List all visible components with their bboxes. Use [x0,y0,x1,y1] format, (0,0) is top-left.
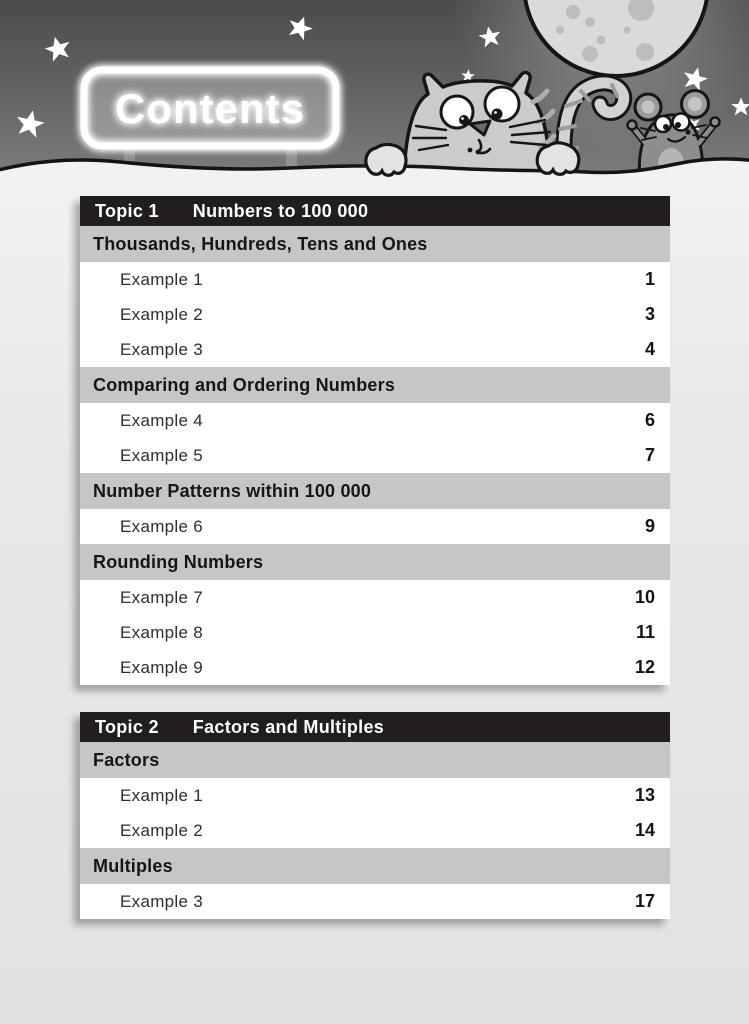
toc-row [80,509,670,544]
header-illustration [0,0,749,190]
page-number: 12 [634,657,655,677]
mouse-nose [685,129,690,134]
toc-row [80,332,670,367]
toc-row [80,778,670,813]
mouse-hand [628,121,637,130]
night-sky-scene [0,0,749,190]
page-number: 10 [634,587,655,607]
page-number: 1 [644,269,655,289]
section-heading: Number Patterns within 100 000 [80,473,670,509]
page-number: 4 [644,339,655,359]
topic-label: Topic 1 [95,200,159,221]
example-label: Example 4 [120,410,204,430]
toc-row [80,615,670,650]
mouse-eye [655,116,671,132]
page-number: 6 [644,410,655,430]
example-label: Example 3 [120,891,204,911]
toc-row [80,884,670,919]
page-number: 9 [644,516,655,536]
page-number: 17 [634,891,655,911]
section-heading: Comparing and Ordering Numbers [80,367,670,403]
toc-row [80,813,670,848]
section-heading: Factors [80,742,670,778]
page-title: Contents [115,85,305,132]
toc-row [80,580,670,615]
topic-label: Topic 2 [95,716,159,737]
topic-1-header [80,196,670,226]
topic-table-1 [80,196,670,685]
cat-eye [441,96,473,128]
example-label: Example 7 [120,587,204,607]
toc-row [80,650,670,685]
page-number: 14 [634,820,655,840]
toc-row [80,403,670,438]
page-number: 3 [644,304,655,324]
toc-row [80,297,670,332]
cat-paw [366,144,406,175]
example-label: Example 6 [120,516,204,536]
section-heading: Rounding Numbers [80,544,670,580]
example-label: Example 5 [120,445,204,465]
topic-title: Factors and Multiples [192,716,385,737]
toc-row [80,438,670,473]
example-label: Example 8 [120,622,204,642]
example-label: Example 1 [120,785,204,805]
example-label: Example 1 [120,269,204,289]
topic-2-header [80,712,670,742]
example-label: Example 9 [120,657,204,677]
cat-paw [537,143,579,174]
toc-row [80,262,670,297]
section-heading: Multiples [80,848,670,884]
table-of-contents [80,196,670,946]
section-heading: Thousands, Hundreds, Tens and Ones [80,226,670,262]
contents-sign [84,70,336,146]
topic-title: Numbers to 100 000 [192,200,369,221]
example-label: Example 2 [120,304,204,324]
mouse-eye [673,114,690,131]
example-label: Example 2 [120,820,204,840]
page-number: 7 [644,445,655,465]
mouse-hand [711,118,720,127]
page-number: 13 [634,785,655,805]
example-label: Example 3 [120,339,204,359]
topic-table-2 [80,712,670,919]
page-number: 11 [635,622,655,642]
